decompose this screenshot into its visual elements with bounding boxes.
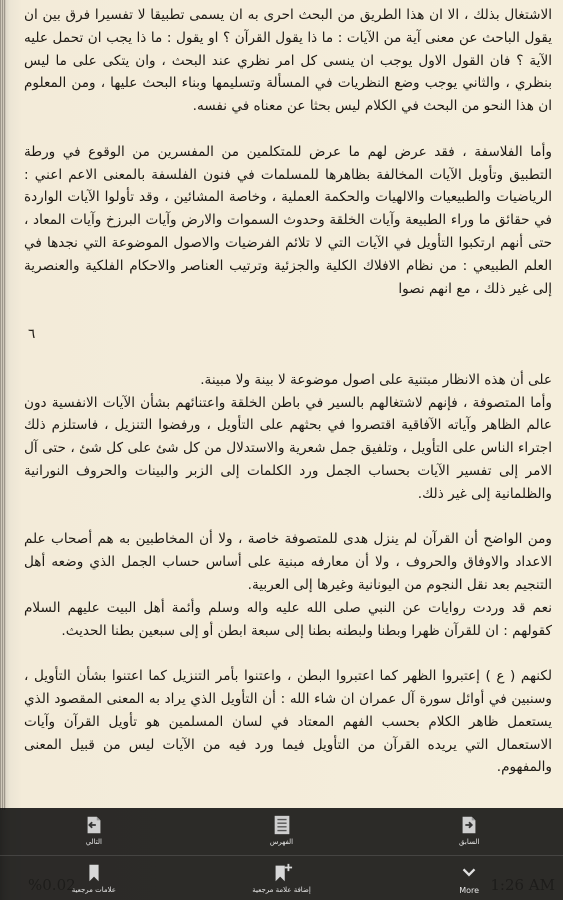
page-edge: [0, 0, 6, 810]
table-of-contents-icon: [271, 814, 293, 836]
toolbar-bottom-row: [0, 856, 563, 900]
next-button[interactable]: [0, 808, 188, 856]
more-icon: [458, 862, 480, 884]
paragraph: على أن هذه الانظار مبتنية على اصول موضوعة لا بينة ولا مبينة.: [200, 371, 552, 388]
page-number: ٦: [28, 326, 36, 343]
bookmarks-button[interactable]: [0, 856, 188, 900]
bookmarks-icon: [83, 862, 105, 884]
previous-page-icon: [458, 814, 480, 836]
bottom-toolbar: [0, 808, 563, 900]
paragraph: ومن الواضح أن القرآن لم ينزل هدى للمتصوفة خاصة ، ولا أن المخاطبين به هم أصحاب علم الاعداد والاوفاق والحروف ، ولا أن معارفه مبنية على أساس حساب الجمل الذي وضعه أهل التنجيم بعد نقل النجوم من اليونانية وغيرها إلى العربية.: [24, 531, 552, 593]
previous-label: السابق: [459, 838, 480, 846]
toolbar-top-row: [0, 808, 563, 856]
add-bookmark-icon: [271, 862, 293, 884]
bookmarks-label: علامات مرجعية: [71, 886, 116, 894]
add-bookmark-button[interactable]: [188, 856, 376, 900]
more-button[interactable]: [375, 856, 563, 900]
more-label: More: [459, 886, 480, 895]
previous-button[interactable]: [375, 808, 563, 856]
add-bookmark-label: إضافة علامة مرجعية: [252, 886, 311, 894]
next-label: التالي: [85, 838, 102, 846]
paragraph: لكنهم ( ع ) إعتبروا الظهر كما اعتبروا البطن ، واعتنوا بأمر التنزيل كما اعتنوا بشأن التأويل ، وسنبين في أوائل سورة آل عمران ان شاء الله : أن التأويل الذي يراد به المعنى المقصود الذي يستعمل ظاهر الكلام بحسب الفهم المعتاد في لسان المسلمين هو تأويل القرآن وآيات الاستعمال التي يريده القرآن من التأويل فيما ورد فيه من الآيات ليس من قبيل المعنى والمفهوم.: [24, 668, 552, 776]
paragraph: نعم قد وردت روايات عن النبي صلى الله عليه واله وسلم وأئمة أهل البيت عليهم السلام كقولهم : ان للقرآن ظهرا وبطنا ولبطنه بطنا إلى سبعة ابطن أو إلى سبعين بطنا الحديث.: [24, 599, 552, 639]
contents-label: الفهرس: [269, 838, 294, 846]
paragraph: الاشتغال بذلك ، الا ان هذا الطريق من البحث احرى به ان يسمى تطبيقا لا تفسيرا فرق بين ان يقول الباحث عن معنى آية من الآيات : ما ذا يقول القرآن ؟ او يقول : ما ذا يجب ان تحمل عليه الآية ؟ فان القول الاول يوجب ان ينسى كل امر نظري عند البحث ، وان يتكى على ما ليس بنظري ، والثاني يوجب وضع النظريات في المسألة وتسليمها وبناء البحث عليها ، ومن المعلوم ان هذا النحو من البحث في الكلام ليس بحثا عن معناه في نفسه.: [24, 7, 552, 115]
paragraph: وأما الفلاسفة ، فقد عرض لهم ما عرض للمتكلمين من المفسرين من الوقوع في ورطة التطبيق وتأويل الآيات المخالفة بظاهرها للمسلمات في فنون الفلسفة بالمعنى الاعم اعني : الرياضيات والطبيعيات والالهيات والحكمة العملية ، وخاصة المشائين ، وقد تأولوا الآيات الواردة في حقائق ما وراء الطبيعة وآيات الخلقة وحدوث السموات والارض وآيات البرزخ وآيات المعاد ، حتى أنهم ارتكبوا التأويل في الآيات التي لا تلائم الفرضيات والاصول الموضوعة التي نجدها في العلم الطبيعي : من نظام الافلاك الكلية والجزئية وترتيب العناصر والاحكام الفلكية والعنصرية إلى غير ذلك ، مع انهم نصوا: [24, 143, 552, 297]
paragraph: وأما المتصوفة ، فإنهم لاشتغالهم بالسير في باطن الخلقة واعتنائهم بشأن الآيات الانفسية دون عالم الظاهر وآياته الآفاقية اقتصروا في بحثهم على التأويل ، ورفضوا التنزيل ، فاستلزم ذلك اجتراء الناس على التأويل ، وتلفيق جمل شعرية والاستدلال من كل شئ على كل شئ ، حتى آل الامر إلى تفسير الآيات بحساب الجمل ورد الكلمات إلى الزبر والبينات والحروف النورانية والظلمانية إلى غير ذلك.: [24, 394, 552, 502]
next-page-icon: [83, 814, 105, 836]
reader-text[interactable]: [24, 4, 552, 779]
contents-button[interactable]: [188, 808, 376, 856]
